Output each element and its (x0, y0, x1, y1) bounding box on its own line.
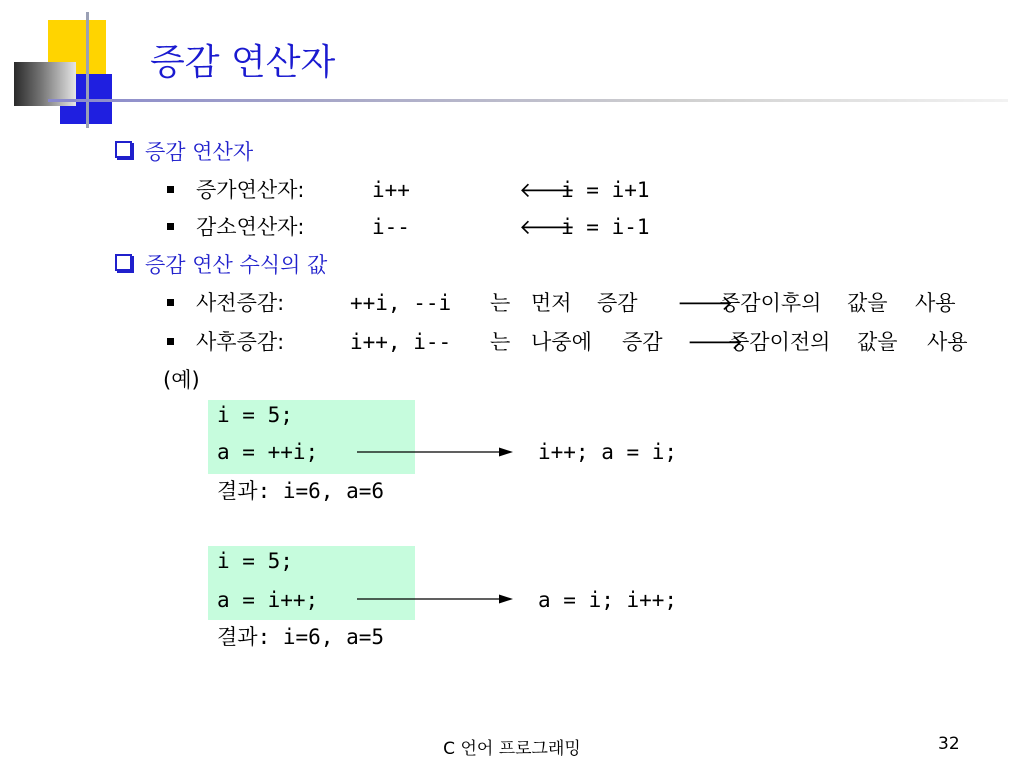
item-text: 사용 (915, 291, 956, 315)
list-item (167, 328, 997, 356)
square-bullet-icon (167, 186, 174, 193)
code-line: i = 5; (217, 549, 293, 573)
arrow-left-icon: 🡐 (519, 178, 576, 202)
checkbox-bullet-icon (115, 141, 132, 158)
item-expression: i++ (372, 178, 410, 202)
code-line: i = 5; (217, 403, 293, 427)
page-number: 32 (938, 734, 960, 754)
item-label: 증가연산자: (196, 178, 305, 202)
result-line: 결과: i=6, a=5 (217, 625, 385, 649)
square-bullet-icon (167, 299, 174, 306)
section-heading-1 (115, 138, 253, 166)
square-bullet-icon (167, 223, 174, 230)
item-result: i = i+1 (561, 178, 650, 202)
equivalence-arrow (355, 592, 515, 606)
item-text: 증감 (597, 291, 638, 315)
section-heading-text: 증감 연산 수식의 값 (145, 253, 328, 277)
example-label: (예) (163, 368, 200, 392)
item-text: 는 (490, 291, 511, 315)
result-line: 결과: i=6, a=6 (217, 479, 385, 503)
item-text: 증감 (622, 330, 663, 354)
item-expression: i++, i-- (350, 330, 452, 354)
item-text: 나중에 (531, 330, 592, 354)
list-item (167, 289, 997, 317)
arrow-left-icon: 🡐 (519, 215, 576, 239)
item-text: 값을 (857, 330, 898, 354)
equivalence-arrow (355, 445, 515, 459)
code-line: a = i++; (217, 588, 319, 612)
section-heading-2 (115, 251, 327, 279)
title-underline (48, 99, 1008, 102)
code-line: a = ++i; (217, 440, 319, 464)
item-text: 먼저 (531, 291, 572, 315)
checkbox-bullet-icon (115, 254, 132, 271)
item-text: 값을 (847, 291, 888, 315)
section-heading-text: 증감 연산자 (145, 140, 254, 164)
item-result: i = i-1 (561, 215, 650, 239)
equivalent-code: i++; a = i; (538, 440, 678, 464)
item-text: 증감이후의 (720, 291, 822, 315)
item-label: 사전증감: (196, 291, 285, 315)
item-text: 사용 (927, 330, 968, 354)
decorative-vertical-line (86, 12, 89, 128)
equivalent-code: a = i; i++; (538, 588, 678, 612)
arrow-right-icon: 🡒 (687, 330, 744, 354)
item-text: 는 (490, 330, 511, 354)
item-label: 감소연산자: (196, 215, 305, 239)
item-text: 증감이전의 (729, 330, 831, 354)
slide-title: 증감 연산자 (150, 42, 336, 83)
square-bullet-icon (167, 338, 174, 345)
list-item (167, 213, 727, 241)
item-expression: ++i, --i (350, 291, 452, 315)
arrow-right-icon: 🡒 (677, 291, 734, 315)
list-item (167, 176, 727, 204)
item-expression: i-- (372, 215, 410, 239)
item-label: 사후증감: (196, 330, 285, 354)
footer-title: C 언어 프로그래밍 (443, 739, 581, 759)
